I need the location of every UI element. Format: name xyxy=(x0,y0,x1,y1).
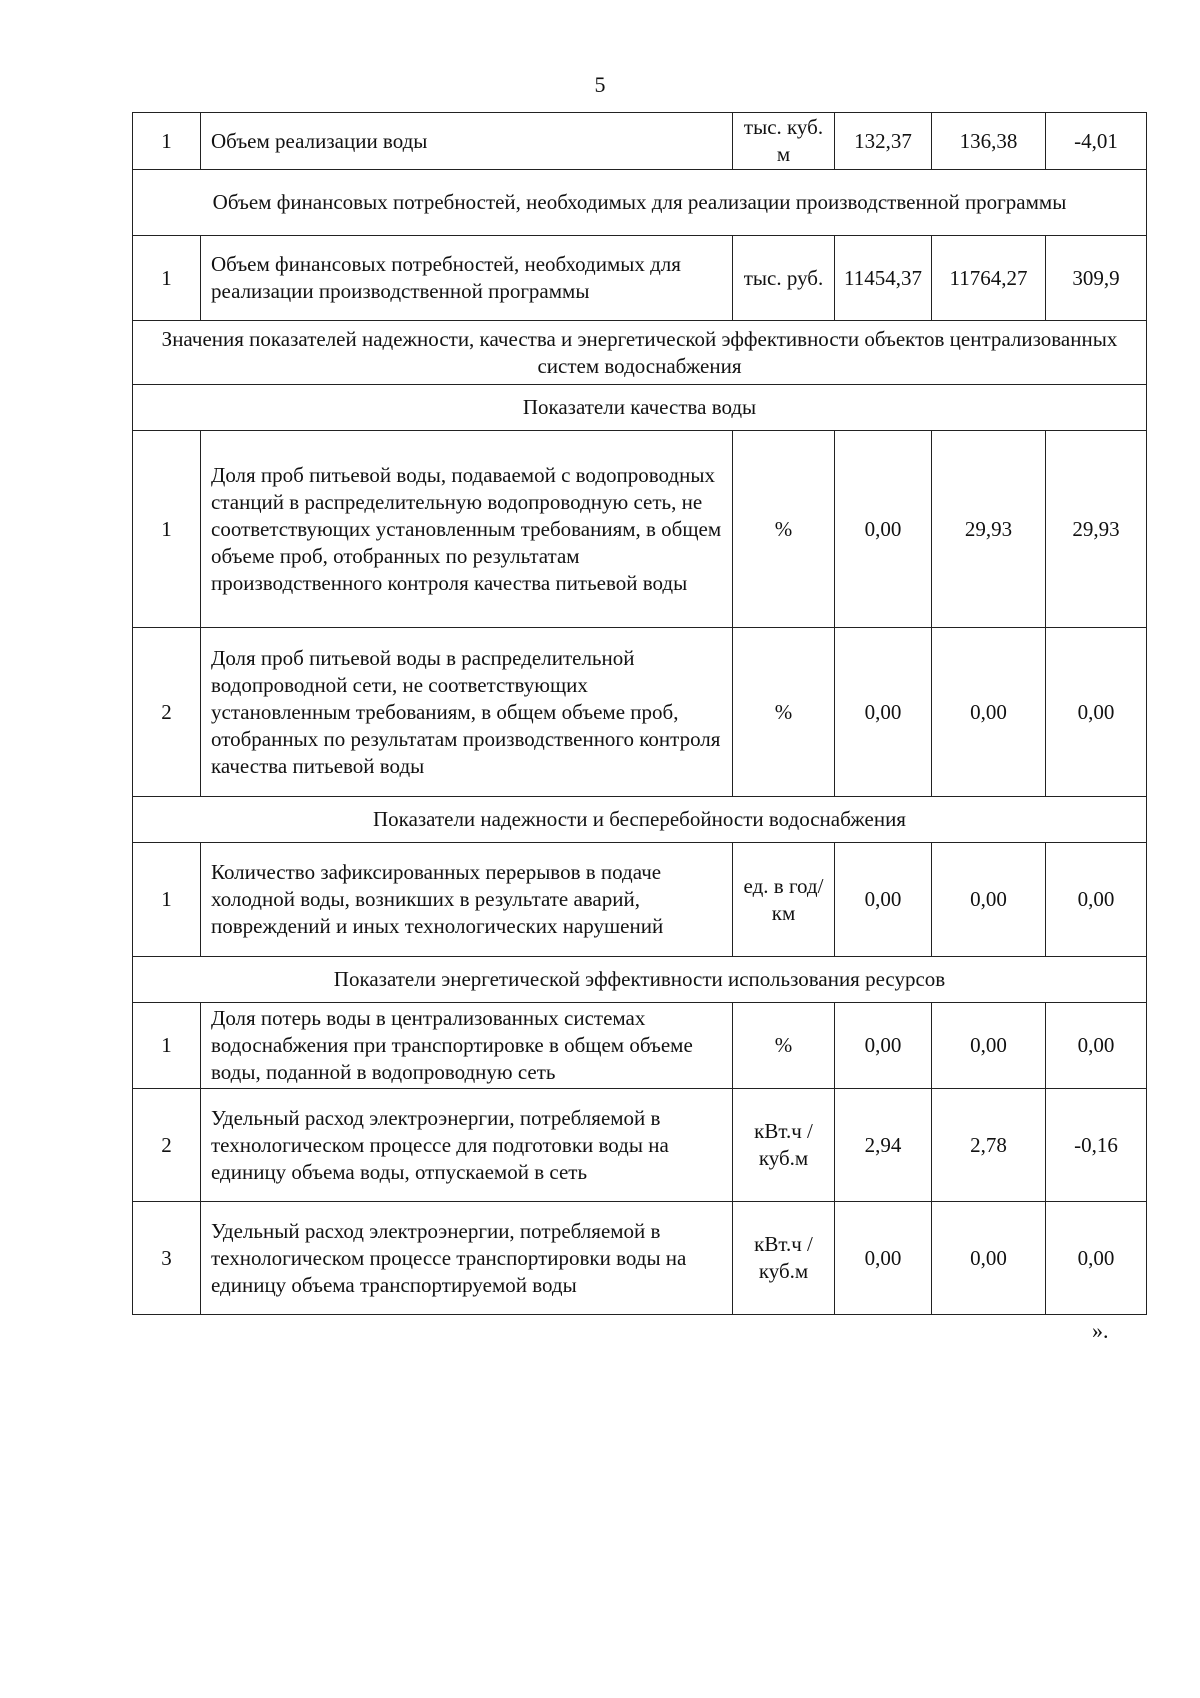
table-row xyxy=(133,1089,1147,1202)
value-cell: 132,37 xyxy=(835,113,932,170)
value-cell: 0,00 xyxy=(1046,843,1147,957)
unit-cell: кВт.ч / куб.м xyxy=(733,1089,835,1202)
indicator-name: Удельный расход электроэнергии, потребляемой в технологическом процессе транспортировки воды на единицу объема транспортируемой воды xyxy=(201,1202,733,1315)
value-cell: 0,00 xyxy=(835,843,932,957)
row-number: 1 xyxy=(133,843,201,957)
section-title: Показатели надежности и бесперебойности водоснабжения xyxy=(133,797,1147,843)
row-number: 2 xyxy=(133,628,201,797)
value-cell: 2,94 xyxy=(835,1089,932,1202)
unit-cell: тыс. куб. м xyxy=(733,113,835,170)
value-cell: 0,00 xyxy=(835,1003,932,1089)
value-cell: 11764,27 xyxy=(932,236,1046,321)
section-title: Показатели энергетической эффективности использования ресурсов xyxy=(133,957,1147,1003)
table-row xyxy=(133,628,1147,797)
table-row xyxy=(133,1003,1147,1089)
section-row xyxy=(133,385,1147,431)
value-cell: 29,93 xyxy=(932,431,1046,628)
row-number: 2 xyxy=(133,1089,201,1202)
value-cell: 11454,37 xyxy=(835,236,932,321)
value-cell: 0,00 xyxy=(835,1202,932,1315)
value-cell: 0,00 xyxy=(1046,628,1147,797)
section-row xyxy=(133,170,1147,236)
unit-cell: % xyxy=(733,628,835,797)
unit-cell: % xyxy=(733,431,835,628)
value-cell: 2,78 xyxy=(932,1089,1046,1202)
value-cell: 0,00 xyxy=(835,628,932,797)
value-cell: 0,00 xyxy=(1046,1003,1147,1089)
value-cell: -0,16 xyxy=(1046,1089,1147,1202)
indicator-name: Объем финансовых потребностей, необходимых для реализации производственной программы xyxy=(201,236,733,321)
value-cell: 0,00 xyxy=(932,843,1046,957)
value-cell: 0,00 xyxy=(932,628,1046,797)
section-row xyxy=(133,957,1147,1003)
unit-cell: ед. в год/ км xyxy=(733,843,835,957)
page-number: 5 xyxy=(594,72,606,97)
indicators-table xyxy=(132,112,1147,1315)
value-cell: -4,01 xyxy=(1046,113,1147,170)
row-number: 1 xyxy=(133,113,201,170)
table-row xyxy=(133,1202,1147,1315)
section-title: Объем финансовых потребностей, необходимых для реализации производственной программы xyxy=(133,170,1147,236)
section-title: Показатели качества воды xyxy=(133,385,1147,431)
unit-cell: кВт.ч / куб.м xyxy=(733,1202,835,1315)
indicator-name: Доля проб питьевой воды, подаваемой с водопроводных станций в распределительную водопроводную сеть, не соответствующих установленным требованиям, в общем объеме проб, отобранных по результатам производственного контроля качества питьевой воды xyxy=(201,431,733,628)
section-row xyxy=(133,321,1147,385)
section-title: Значения показателей надежности, качества и энергетической эффективности объектов централизованных систем водоснабжения xyxy=(133,321,1147,385)
value-cell: 29,93 xyxy=(1046,431,1147,628)
table-row xyxy=(133,843,1147,957)
table-row xyxy=(133,431,1147,628)
value-cell: 0,00 xyxy=(932,1202,1046,1315)
row-number: 1 xyxy=(133,1003,201,1089)
indicator-name: Количество зафиксированных перерывов в подаче холодной воды, возникших в результате аварий, повреждений и иных технологических нарушений xyxy=(201,843,733,957)
indicator-name: Удельный расход электроэнергии, потребляемой в технологическом процессе для подготовки воды на единицу объема воды, отпускаемой в сеть xyxy=(201,1089,733,1202)
value-cell: 0,00 xyxy=(932,1003,1046,1089)
row-number: 3 xyxy=(133,1202,201,1315)
closing-quote-mark: ». xyxy=(1092,1318,1109,1343)
table-row xyxy=(133,236,1147,321)
value-cell: 0,00 xyxy=(1046,1202,1147,1315)
row-number: 1 xyxy=(133,236,201,321)
unit-cell: тыс. руб. xyxy=(733,236,835,321)
value-cell: 136,38 xyxy=(932,113,1046,170)
indicator-name: Доля потерь воды в централизованных системах водоснабжения при транспортировке в общем объеме воды, поданной в водопроводную сеть xyxy=(201,1003,733,1089)
table-row xyxy=(133,113,1147,170)
section-row xyxy=(133,797,1147,843)
row-number: 1 xyxy=(133,431,201,628)
value-cell: 0,00 xyxy=(835,431,932,628)
unit-cell: % xyxy=(733,1003,835,1089)
indicator-name: Доля проб питьевой воды в распределительной водопроводной сети, не соответствующих установленным требованиям, в общем объеме проб, отобранных по результатам производственного контроля качества питьевой воды xyxy=(201,628,733,797)
value-cell: 309,9 xyxy=(1046,236,1147,321)
indicator-name: Объем реализации воды xyxy=(201,113,733,170)
